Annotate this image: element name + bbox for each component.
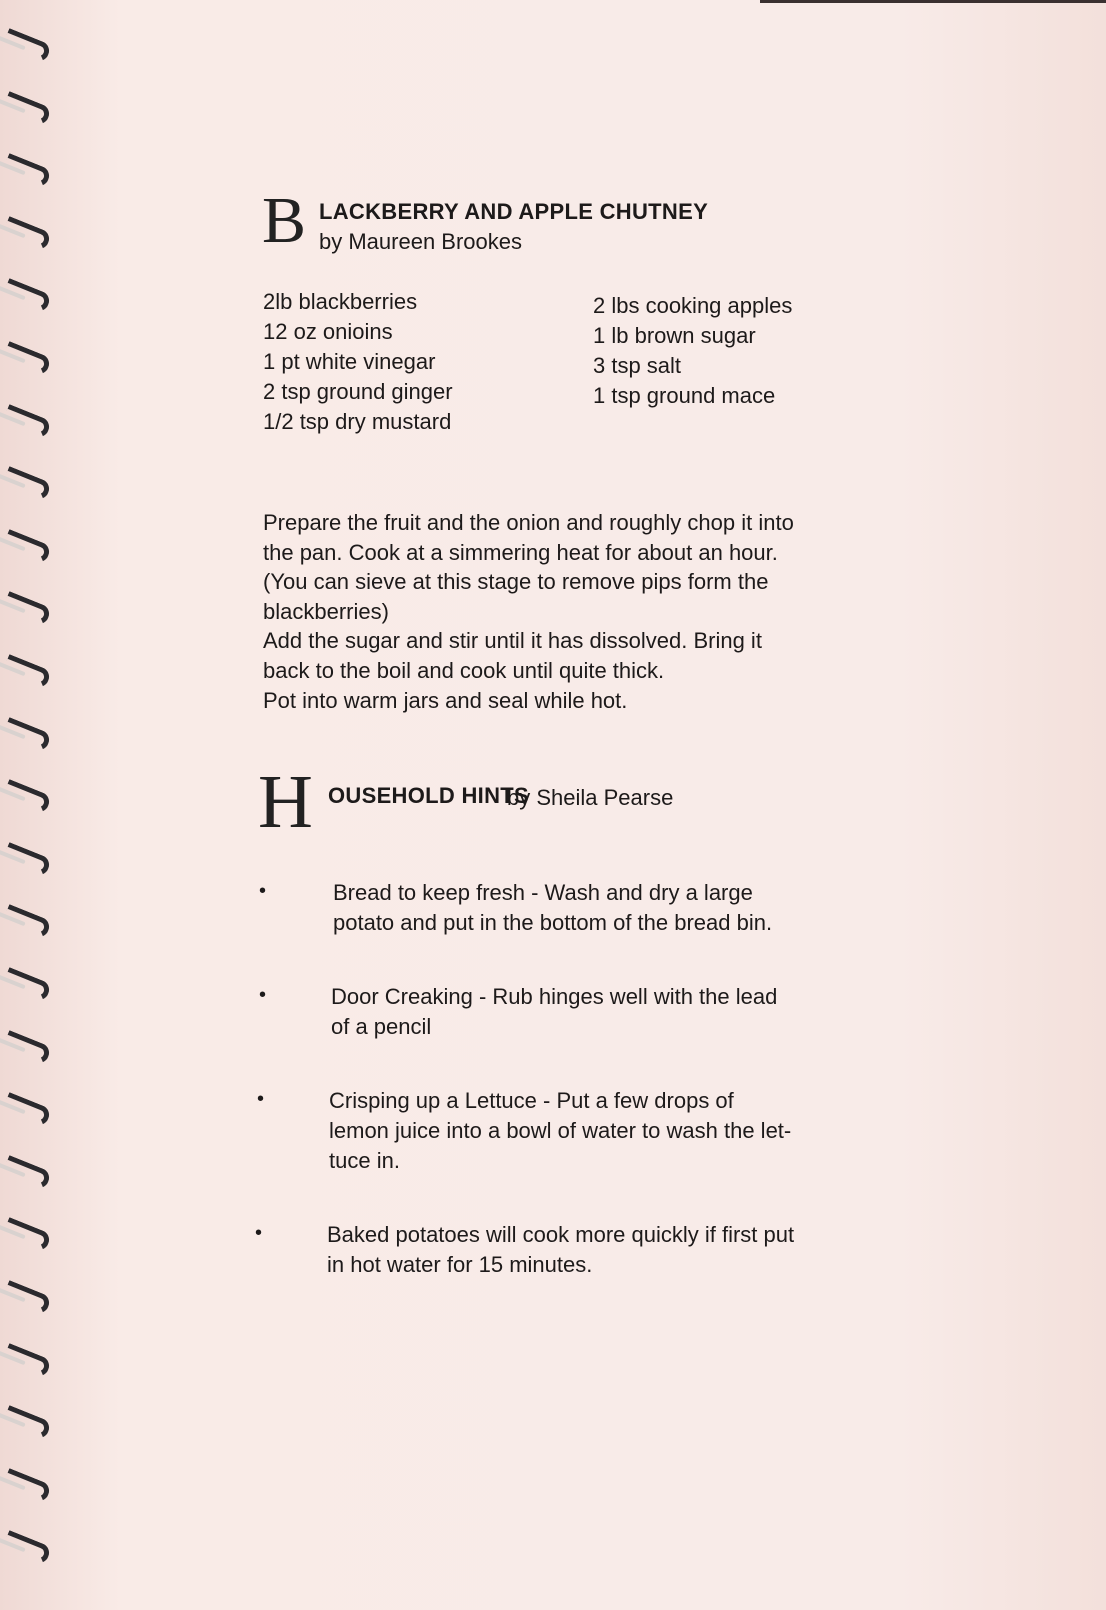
recipe-drop-cap: B xyxy=(262,184,307,257)
recipe-method xyxy=(263,508,903,715)
hint-item-bread xyxy=(333,878,913,938)
ingredient: 1 pt white vinegar xyxy=(263,349,436,374)
method-line: Pot into warm jars and seal while hot. xyxy=(263,687,628,713)
bullet-icon: • xyxy=(259,880,267,902)
bullet-icon: • xyxy=(259,984,267,1006)
binding-coil xyxy=(2,28,52,64)
hint-line: tuce in. xyxy=(329,1148,400,1173)
binding-coil xyxy=(2,967,52,1003)
method-line: Add the sugar and stir until it has dissolved. Bring it xyxy=(263,628,762,654)
hint-item-lettuce xyxy=(329,1086,909,1176)
binding-coil xyxy=(2,1155,52,1191)
ingredient: 3 tsp salt xyxy=(593,353,682,378)
binding-coil xyxy=(2,466,52,502)
binding-coil xyxy=(2,654,52,690)
hint-line: in hot water for 15 minutes. xyxy=(327,1252,593,1277)
spiral-binding xyxy=(0,0,70,1610)
hint-line: Baked potatoes will cook more quickly if first put xyxy=(327,1222,795,1247)
binding-coil xyxy=(2,1280,52,1316)
binding-coil xyxy=(2,91,52,127)
binding-coil xyxy=(2,153,52,189)
hint-line: of a pencil xyxy=(331,1014,432,1039)
hints-author: by Sheila Pearse xyxy=(507,785,674,810)
hint-item-door xyxy=(331,982,911,1042)
hint-item-potatoes xyxy=(327,1220,907,1280)
hint-line: Door Creaking - Rub hinges well with the lead xyxy=(331,984,778,1009)
method-line: (You can sieve at this stage to remove pips form the xyxy=(263,569,769,595)
recipe-title: LACKBERRY AND APPLE CHUTNEY xyxy=(319,199,709,224)
hints-title: OUSEHOLD HINTS xyxy=(328,783,529,808)
hint-line: potato and put in the bottom of the bread bin. xyxy=(333,910,773,935)
binding-coil xyxy=(2,1030,52,1066)
ingredients-right-column xyxy=(593,291,792,411)
method-line: back to the boil and cook until quite thick. xyxy=(263,657,665,683)
binding-coil xyxy=(2,1531,52,1567)
binding-coil xyxy=(2,529,52,565)
binding-coil xyxy=(2,1092,52,1128)
method-line: the pan. Cook at a simmering heat for about an hour. xyxy=(263,539,778,565)
binding-coil xyxy=(2,905,52,941)
binding-coil xyxy=(2,592,52,628)
binding-coil xyxy=(2,1218,52,1254)
method-line: Prepare the fruit and the onion and roughly chop it into xyxy=(263,510,794,535)
bullet-icon: • xyxy=(257,1088,265,1110)
method-line: blackberries) xyxy=(263,598,389,624)
ingredient: 2 tsp ground ginger xyxy=(263,379,453,404)
binding-coil xyxy=(2,1343,52,1379)
binding-coil xyxy=(2,717,52,753)
ingredient: 1 tsp ground mace xyxy=(593,383,776,408)
binding-coil xyxy=(2,341,52,377)
ingredient: 1/2 tsp dry mustard xyxy=(263,409,452,434)
top-edge-line xyxy=(760,0,1106,3)
binding-coil xyxy=(2,779,52,815)
recipe-author: by Maureen Brookes xyxy=(319,229,522,254)
ingredients-left-column xyxy=(263,287,453,437)
ingredient: 2 lbs cooking apples xyxy=(593,293,793,318)
binding-coil xyxy=(2,1468,52,1504)
binding-coil xyxy=(2,842,52,878)
hint-line: lemon juice into a bowl of water to wash the let- xyxy=(329,1118,792,1143)
ingredient: 2lb blackberries xyxy=(263,289,418,314)
ingredient: 12 oz onioins xyxy=(263,319,393,344)
bullet-icon: • xyxy=(255,1222,263,1244)
binding-coil xyxy=(2,404,52,440)
hints-drop-cap: H xyxy=(258,760,313,844)
binding-coil xyxy=(2,279,52,315)
hint-line: Bread to keep fresh - Wash and dry a large xyxy=(333,880,753,905)
ingredient: 1 lb brown sugar xyxy=(593,323,756,348)
hint-line: Crisping up a Lettuce - Put a few drops of xyxy=(329,1088,734,1113)
binding-coil xyxy=(2,1405,52,1441)
binding-coil xyxy=(2,216,52,252)
